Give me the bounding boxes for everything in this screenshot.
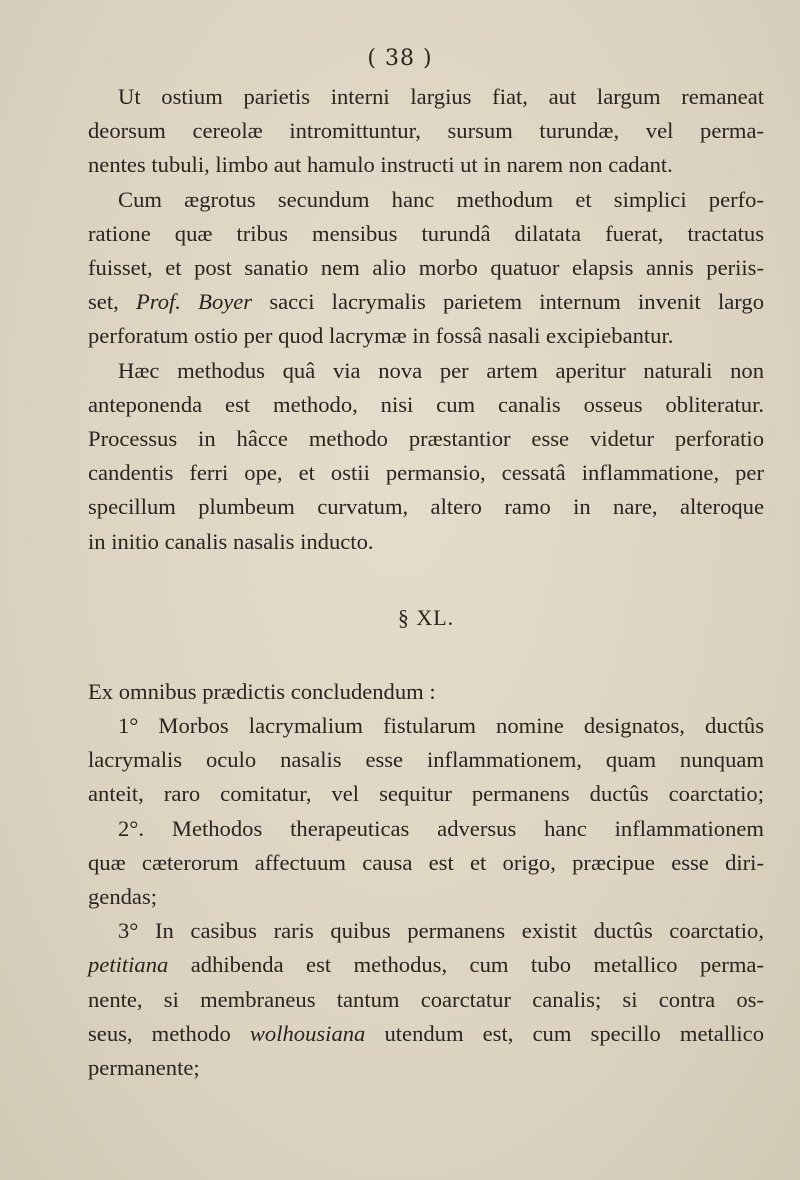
paragraph-5: [88, 709, 764, 812]
text-line: [88, 948, 764, 982]
spacer: [88, 559, 764, 601]
paragraph-3: [88, 354, 764, 559]
text-line: Ex omnibus prædictis concludendum :: [88, 678, 436, 704]
text-line: lacrymalis oculo nasalis esse inflammationem, quam nunquam: [88, 747, 764, 773]
text-line: Cum ægrotus secundum hanc methodum et simplici perfo-: [118, 186, 764, 212]
text-run: adhibenda est methodus, cum tubo metallico perma-: [168, 952, 764, 978]
paragraph-4: [88, 675, 764, 709]
text-line: permanente;: [88, 1055, 200, 1081]
text-line: ratione quæ tribus mensibus turundâ dilatata fuerat, tractatus: [88, 220, 764, 246]
text-line: quæ cæterorum affectuum causa est et origo, præcipue esse diri-: [88, 849, 764, 875]
paragraph-2: [88, 183, 764, 354]
italic-name: wolhousiana: [249, 1020, 366, 1046]
text-line: 3° In casibus raris quibus permanens existit ductûs coarctatio,: [118, 918, 764, 944]
text-line: Ut ostium parietis interni largius fiat, aut largum remaneat: [118, 84, 764, 109]
text-line: candentis ferri ope, et ostii permansio, cessatâ inflammatione, per: [88, 460, 764, 486]
paragraph-7: [88, 914, 764, 1085]
text-run: sacci lacrymalis parietem internum invenit largo: [252, 289, 764, 315]
text-line: perforatum ostio per quod lacrymæ in fossâ nasali excipiebantur.: [88, 323, 674, 349]
text-line: nente, si membraneus tantum coarctatur canalis; si contra os-: [88, 986, 764, 1012]
text-run: set,: [88, 289, 136, 315]
italic-name: petitiana: [88, 952, 169, 978]
text-line: fuisset, et post sanatio nem alio morbo quatuor elapsis annis periis-: [88, 255, 764, 281]
text-run: seus, methodo: [88, 1020, 250, 1046]
text-line: anteponenda est methodo, nisi cum canalis osseus obliteratur.: [88, 391, 764, 417]
text-line: anteit, raro comitatur, vel sequitur permanens ductûs coarctatio;: [88, 781, 764, 807]
text-line: gendas;: [88, 884, 158, 910]
text-line: 1° Morbos lacrymalium fistularum nomine designatos, ductûs: [118, 713, 764, 739]
body-text: [88, 80, 764, 1085]
text-line: [88, 1017, 764, 1051]
text-line: nentes tubuli, limbo aut hamulo instructi ut in narem non cadant.: [88, 152, 673, 178]
text-line: in initio canalis nasalis inducto.: [88, 528, 374, 554]
page-number: ( 38 ): [367, 46, 433, 71]
section-heading: § XL.: [397, 604, 455, 630]
text-line: Processus in hâcce methodo præstantior esse videtur perforatio: [88, 426, 764, 452]
paragraph-6: [88, 812, 764, 915]
italic-name: Prof. Boyer: [135, 289, 253, 315]
text-line: 2°. Methodos therapeuticas adversus hanc inflammationem: [118, 815, 764, 841]
text-line: Hæc methodus quâ via nova per artem aperitur naturali non: [118, 357, 764, 383]
spacer: [88, 635, 764, 675]
text-line: [88, 285, 764, 319]
text-line: specillum plumbeum curvatum, altero ramo in nare, alteroque: [88, 494, 764, 520]
paragraph-1: [88, 80, 764, 183]
text-run: utendum est, cum specillo metallico: [365, 1020, 764, 1046]
text-line: deorsum cereolæ intromittuntur, sursum turundæ, vel perma-: [88, 118, 764, 144]
